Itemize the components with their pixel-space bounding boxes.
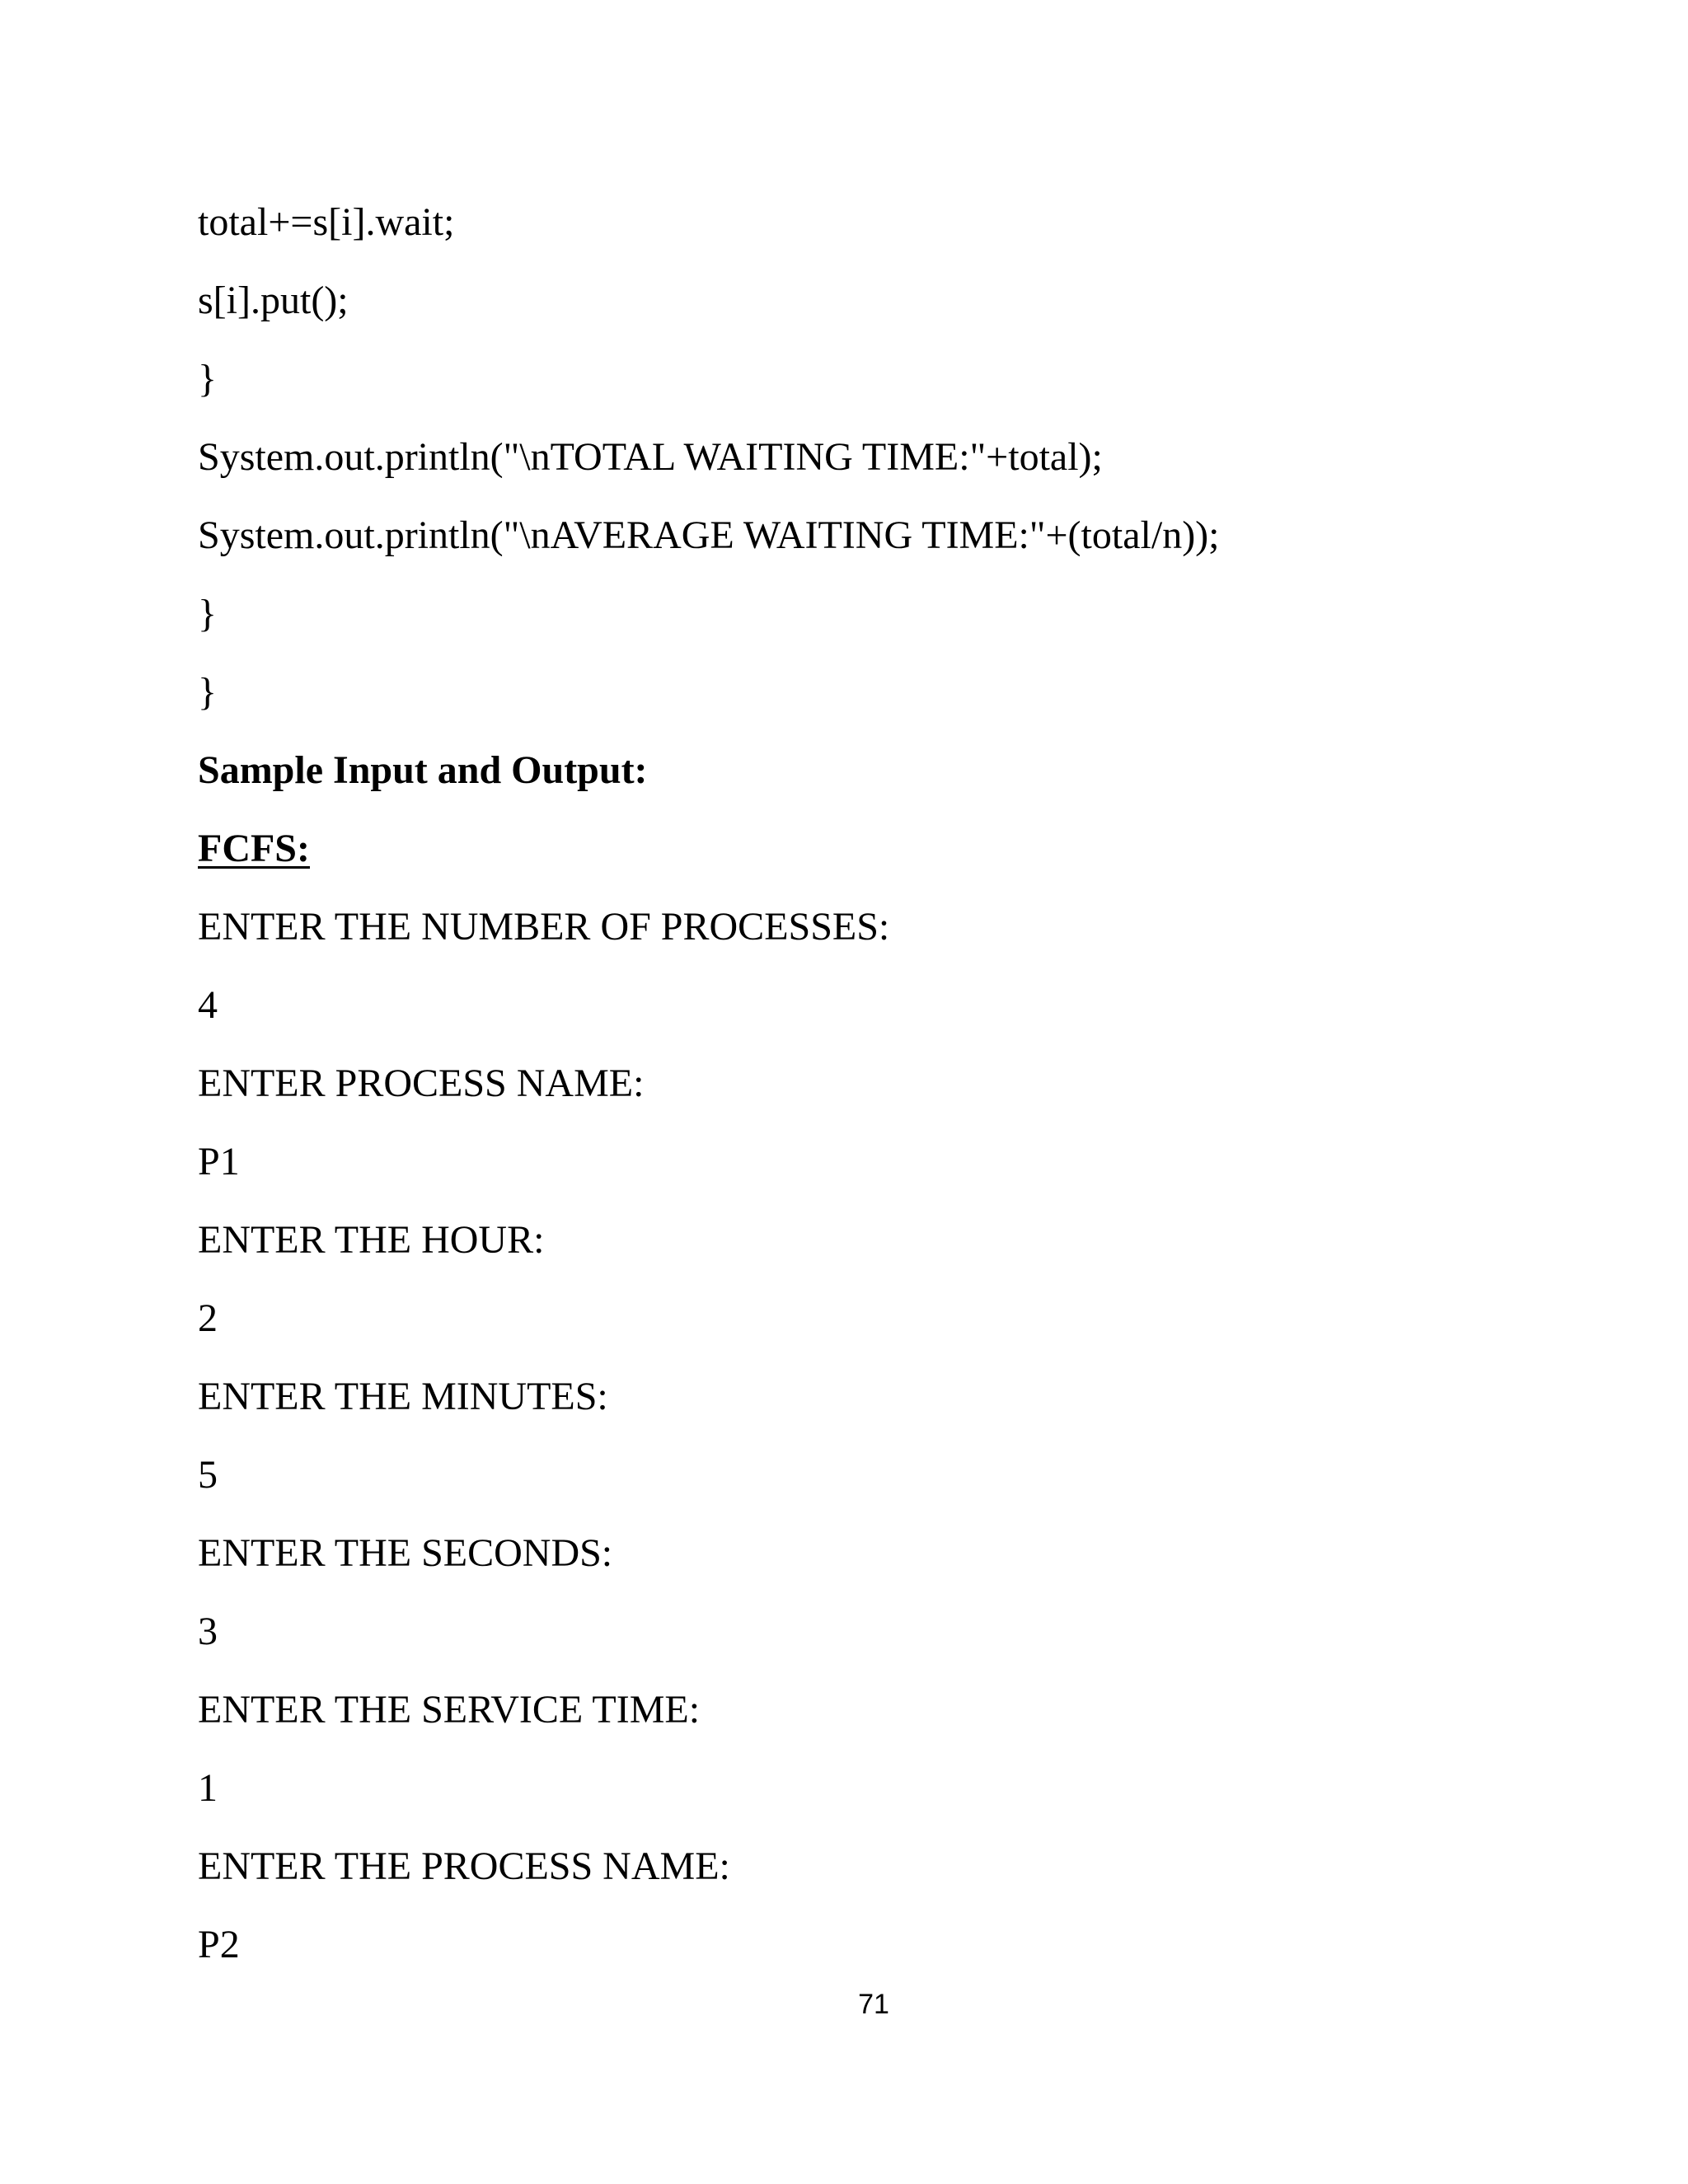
code-line: System.out.println("\nTOTAL WAITING TIME:"+total); bbox=[198, 435, 1103, 479]
code-line: s[i].put(); bbox=[198, 279, 349, 322]
code-line: total+=s[i].wait; bbox=[198, 200, 455, 244]
page-content bbox=[198, 183, 1599, 1984]
io-line: ENTER THE NUMBER OF PROCESSES: bbox=[198, 905, 890, 949]
io-line: ENTER THE SECONDS: bbox=[198, 1531, 613, 1575]
io-line: P2 bbox=[198, 1923, 240, 1966]
page-number: 71 bbox=[858, 1989, 889, 2020]
code-line: } bbox=[198, 670, 218, 714]
code-line: System.out.println("\nAVERAGE WAITING TIME:"+(total/n)); bbox=[198, 513, 1220, 557]
io-line: ENTER THE MINUTES: bbox=[198, 1375, 608, 1418]
io-line: ENTER PROCESS NAME: bbox=[198, 1062, 645, 1105]
code-line: } bbox=[198, 357, 218, 401]
io-line: 1 bbox=[198, 1766, 218, 1810]
io-line: 5 bbox=[198, 1453, 218, 1497]
io-line: ENTER THE PROCESS NAME: bbox=[198, 1844, 730, 1888]
section-heading: Sample Input and Output: bbox=[198, 748, 648, 792]
io-line: 2 bbox=[198, 1296, 218, 1340]
io-line: ENTER THE HOUR: bbox=[198, 1218, 545, 1262]
io-line: 3 bbox=[198, 1610, 218, 1653]
subsection-heading-wrapper bbox=[198, 809, 1599, 888]
subsection-heading: FCFS: bbox=[198, 827, 310, 870]
io-line: P1 bbox=[198, 1140, 240, 1183]
io-line: 4 bbox=[198, 983, 218, 1027]
code-line: } bbox=[198, 592, 218, 635]
io-line: ENTER THE SERVICE TIME: bbox=[198, 1688, 701, 1732]
